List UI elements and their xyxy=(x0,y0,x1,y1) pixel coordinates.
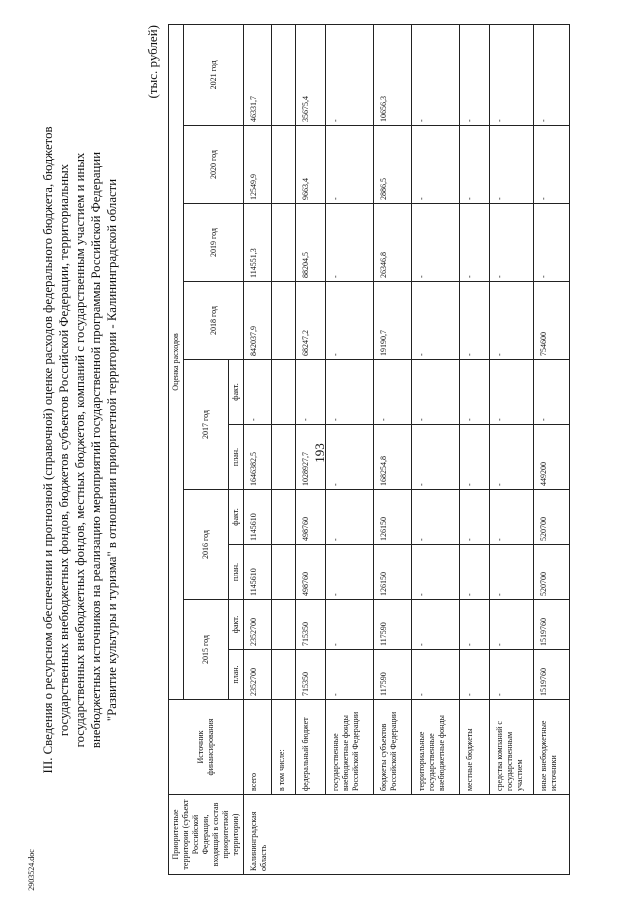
header-fact: факт. xyxy=(229,360,244,425)
value-cell: - xyxy=(460,24,490,125)
value-cell: - xyxy=(326,126,374,204)
value-cell: - xyxy=(490,490,534,545)
table-row xyxy=(374,24,412,874)
document-code: 2903524.doc xyxy=(27,849,36,891)
value-cell xyxy=(272,490,296,545)
heading-line: государственных внебюджетных фондов, бюджетов субъектов Российской Федерации, территориальных xyxy=(57,163,71,737)
header-fact: факт. xyxy=(229,490,244,545)
header-fact: факт. xyxy=(229,600,244,650)
source-cell: государственные внебюджетные фонды Российской Федерации xyxy=(326,700,374,795)
value-cell: 126150 xyxy=(374,490,412,545)
value-cell: 117590 xyxy=(374,650,412,700)
value-cell xyxy=(272,425,296,490)
value-cell: - xyxy=(490,24,534,125)
value-cell xyxy=(272,126,296,204)
value-cell: - xyxy=(326,282,374,360)
header-year-2020: 2020 год xyxy=(184,126,244,204)
value-cell: - xyxy=(412,204,460,282)
value-cell: 449200 xyxy=(534,425,570,490)
source-cell: иные внебюджетные источники xyxy=(534,700,570,795)
heading-line: внебюджетных источников на реализацию мероприятий государственной программы Российской Федерации xyxy=(89,151,103,749)
source-cell: территориальные государственные внебюджетные фонды xyxy=(412,700,460,795)
value-cell: 520700 xyxy=(534,545,570,600)
header-estimate: Оценка расходов xyxy=(169,24,184,699)
value-cell: 88204,5 xyxy=(296,204,326,282)
value-cell xyxy=(272,24,296,125)
value-cell: - xyxy=(412,600,460,650)
value-cell: 498760 xyxy=(296,545,326,600)
page-number: 193 xyxy=(312,443,327,463)
value-cell: 715350 xyxy=(296,650,326,700)
table-row xyxy=(490,24,534,874)
units-label: (тыс. рублей) xyxy=(145,25,160,99)
value-cell: - xyxy=(460,425,490,490)
resource-table xyxy=(168,24,570,875)
value-cell: - xyxy=(374,360,412,425)
header-source: Источник финансирования xyxy=(169,700,244,795)
source-cell: бюджеты субъектов Российской Федерации xyxy=(374,700,412,795)
value-cell xyxy=(272,545,296,600)
header-plan: план. xyxy=(229,545,244,600)
value-cell: - xyxy=(412,24,460,125)
header-year-2015: 2015 год xyxy=(184,600,229,700)
header-year-2018: 2018 год xyxy=(184,282,244,360)
value-cell: - xyxy=(460,126,490,204)
header-year-2019: 2019 год xyxy=(184,204,244,282)
value-cell: 1145610 xyxy=(244,545,272,600)
value-cell: - xyxy=(490,600,534,650)
header-plan: план. xyxy=(229,425,244,490)
value-cell: - xyxy=(412,282,460,360)
source-cell: местные бюджеты xyxy=(460,700,490,795)
value-cell: 10656,3 xyxy=(374,24,412,125)
source-cell: в том числе: xyxy=(272,700,296,795)
value-cell: 1519760 xyxy=(534,600,570,650)
table-row xyxy=(272,24,296,874)
value-cell: - xyxy=(460,600,490,650)
value-cell: - xyxy=(490,545,534,600)
source-cell: средства компаний с государственным участием xyxy=(490,700,534,795)
value-cell: 114551,3 xyxy=(244,204,272,282)
value-cell: 35675,4 xyxy=(296,24,326,125)
value-cell: - xyxy=(326,650,374,700)
value-cell: 498760 xyxy=(296,490,326,545)
value-cell: - xyxy=(490,425,534,490)
document-heading xyxy=(40,25,120,875)
header-plan: план. xyxy=(229,650,244,700)
header-year-2016: 2016 год xyxy=(184,490,229,600)
territory-cell: Калининградская область xyxy=(244,795,570,875)
value-cell: - xyxy=(460,650,490,700)
value-cell: - xyxy=(412,360,460,425)
value-cell: 168254,8 xyxy=(374,425,412,490)
value-cell: 126150 xyxy=(374,545,412,600)
value-cell: 9663,4 xyxy=(296,126,326,204)
value-cell: - xyxy=(460,490,490,545)
value-cell: 842037,9 xyxy=(244,282,272,360)
value-cell: - xyxy=(412,425,460,490)
value-cell: 1145610 xyxy=(244,490,272,545)
value-cell: - xyxy=(534,204,570,282)
value-cell: - xyxy=(412,490,460,545)
value-cell: 12549,9 xyxy=(244,126,272,204)
value-cell: 715350 xyxy=(296,600,326,650)
heading-line: III. Сведения о ресурсном обеспечении и прогнозной (справочной) оценке расходов федерального бюджета, бюджетов xyxy=(41,126,55,774)
value-cell: 46331,7 xyxy=(244,24,272,125)
heading-line: государственных внебюджетных фондов, местных бюджетов, компаний с государственным участием и иных xyxy=(73,152,87,748)
value-cell: - xyxy=(534,24,570,125)
value-cell: - xyxy=(412,126,460,204)
value-cell: - xyxy=(460,545,490,600)
value-cell: - xyxy=(326,204,374,282)
value-cell: - xyxy=(326,24,374,125)
value-cell: - xyxy=(490,650,534,700)
value-cell: - xyxy=(326,600,374,650)
value-cell: - xyxy=(534,360,570,425)
value-cell: - xyxy=(460,204,490,282)
header-territory: Приоритетные территории (субъект Российской Федерации, входящий в состав приоритетной территории) xyxy=(169,795,244,875)
value-cell: - xyxy=(490,204,534,282)
value-cell: 520700 xyxy=(534,490,570,545)
value-cell: - xyxy=(490,360,534,425)
value-cell xyxy=(272,204,296,282)
value-cell: 1519760 xyxy=(534,650,570,700)
value-cell: - xyxy=(244,360,272,425)
value-cell: - xyxy=(412,650,460,700)
table-body xyxy=(244,24,570,874)
heading-line: "Развитие культуры и туризма" в отношении приоритетной территории - Калининградской области xyxy=(105,178,119,722)
value-cell: - xyxy=(326,545,374,600)
value-cell: - xyxy=(412,545,460,600)
value-cell xyxy=(272,282,296,360)
value-cell: 19190,7 xyxy=(374,282,412,360)
table-row xyxy=(244,24,272,874)
value-cell: 2352700 xyxy=(244,600,272,650)
value-cell: - xyxy=(490,282,534,360)
table-row xyxy=(534,24,570,874)
value-cell xyxy=(272,360,296,425)
header-year-2017: 2017 год xyxy=(184,360,229,490)
table-row xyxy=(326,24,374,874)
value-cell: 754600 xyxy=(534,282,570,360)
value-cell: - xyxy=(534,126,570,204)
rotated-page-content xyxy=(40,25,600,875)
value-cell: 1646382,5 xyxy=(244,425,272,490)
value-cell: - xyxy=(326,360,374,425)
value-cell: - xyxy=(296,360,326,425)
value-cell: - xyxy=(460,282,490,360)
value-cell: - xyxy=(490,126,534,204)
table-row xyxy=(412,24,460,874)
source-cell: всего xyxy=(244,700,272,795)
value-cell xyxy=(272,650,296,700)
table-row xyxy=(296,24,326,874)
header-year-2021: 2021 год xyxy=(184,24,244,125)
value-cell: 26346,8 xyxy=(374,204,412,282)
value-cell: 1028927,7 xyxy=(296,425,326,490)
value-cell: - xyxy=(326,425,374,490)
value-cell: - xyxy=(326,490,374,545)
value-cell: 117590 xyxy=(374,600,412,650)
value-cell: 2886,5 xyxy=(374,126,412,204)
value-cell: 68247,2 xyxy=(296,282,326,360)
value-cell: 2352700 xyxy=(244,650,272,700)
value-cell xyxy=(272,600,296,650)
source-cell: федеральный бюджет xyxy=(296,700,326,795)
value-cell: - xyxy=(460,360,490,425)
table-row xyxy=(460,24,490,874)
